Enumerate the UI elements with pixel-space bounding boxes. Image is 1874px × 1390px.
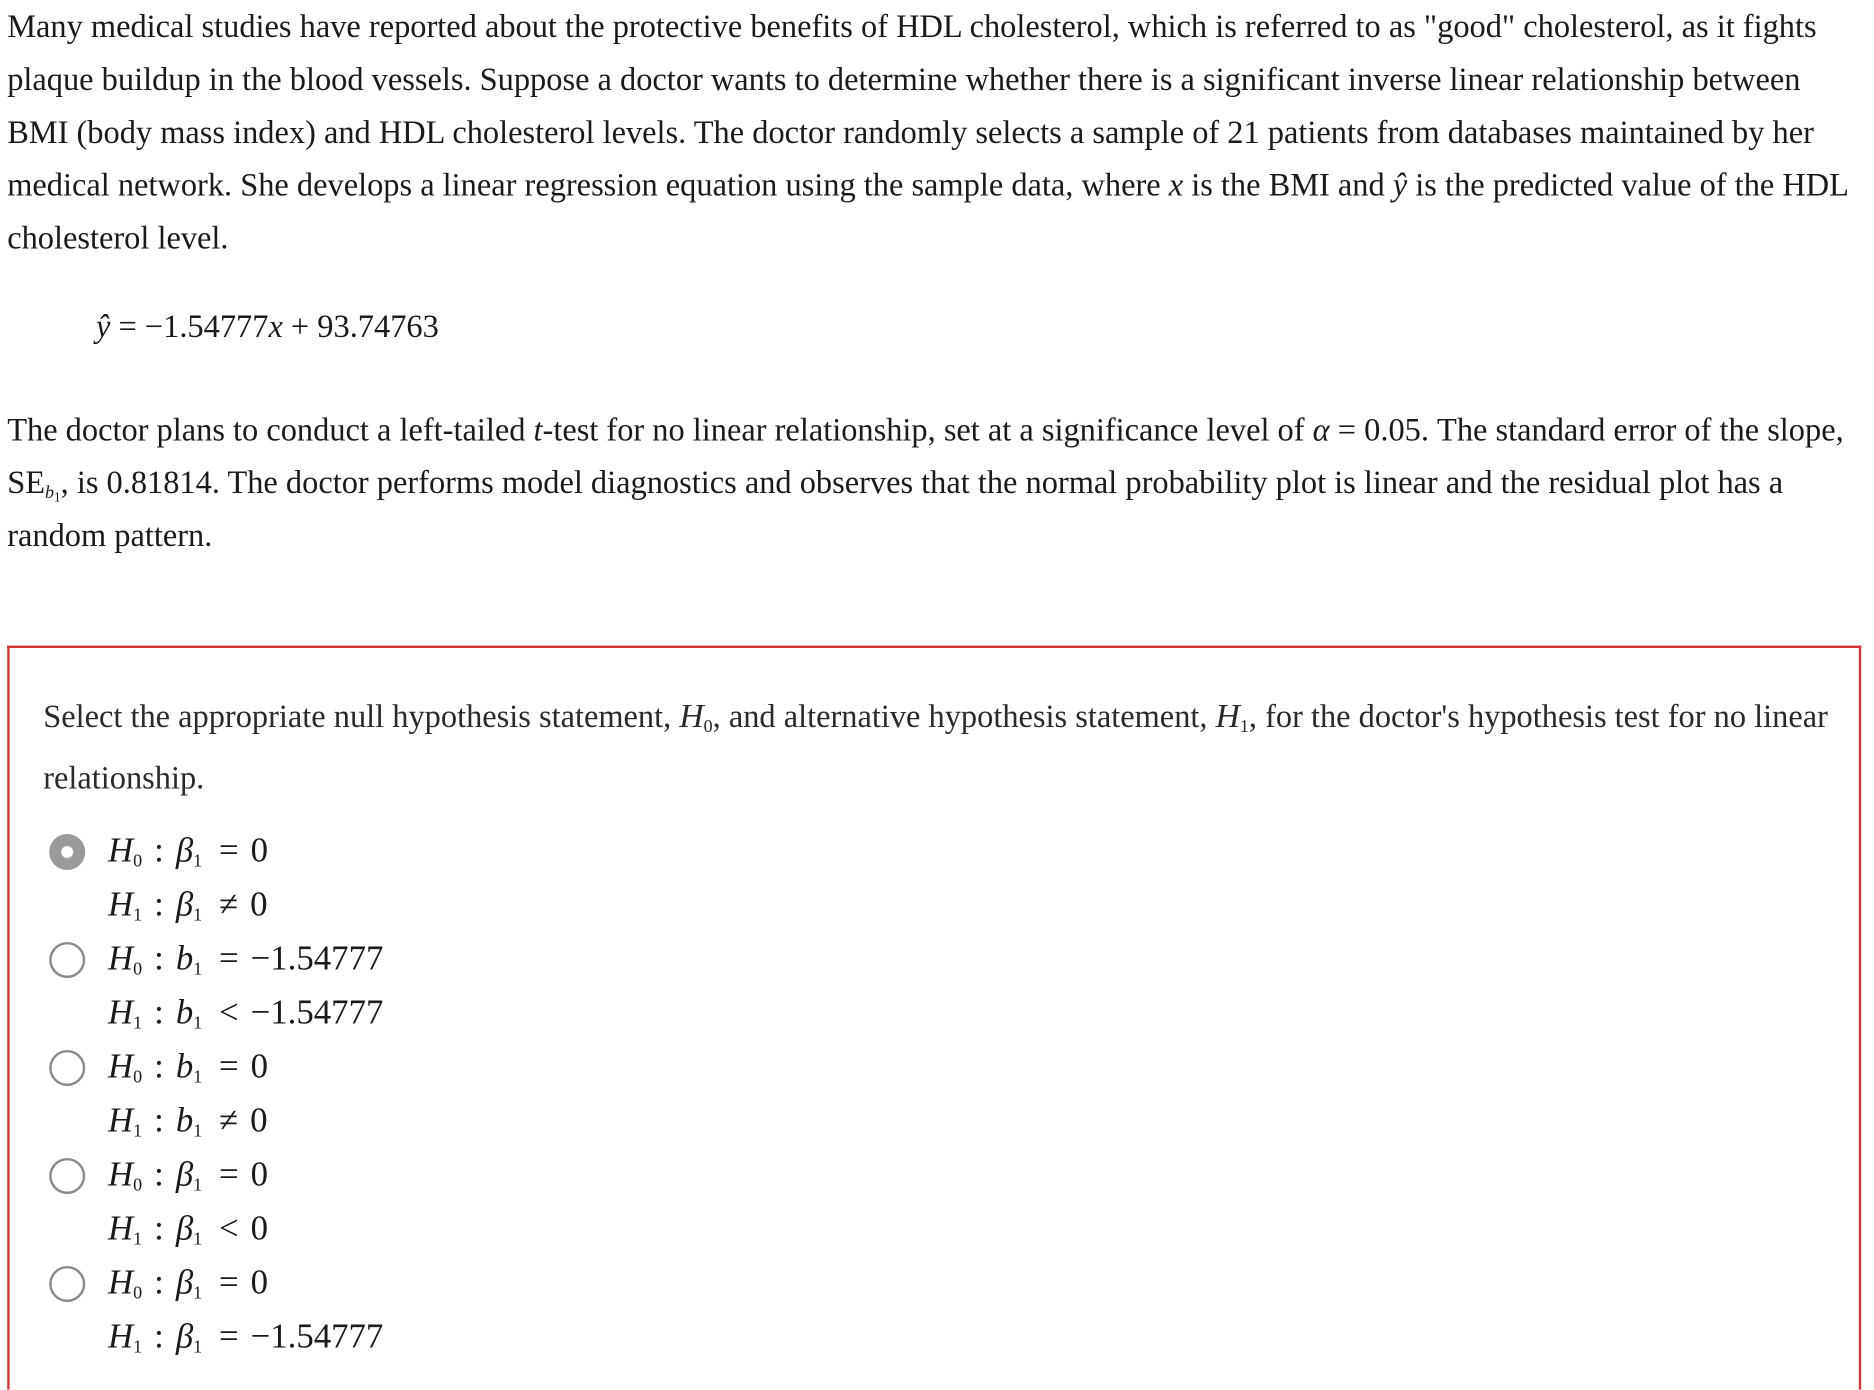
prompt-h1-sub: 1 (1239, 717, 1249, 737)
prompt-h0-sub: 0 (703, 717, 713, 737)
h-symbol: H (108, 1317, 134, 1356)
h-symbol: H (108, 831, 134, 871)
se-sub-b: b (45, 483, 55, 503)
param-sub: 1 (193, 1338, 203, 1358)
alternative-hypothesis (108, 1202, 268, 1255)
colon: : (154, 1263, 164, 1302)
test-description (0, 403, 1873, 561)
equation-slope: −1.54777 (144, 308, 269, 345)
answer-option-2[interactable] (10, 926, 1859, 1034)
h-index: 0 (133, 1284, 143, 1304)
param-sub: 1 (193, 1284, 203, 1304)
answer-options (10, 818, 1859, 1358)
relation: = (218, 1155, 239, 1194)
param-sub: 1 (193, 1014, 203, 1034)
param: b (175, 1047, 194, 1086)
param: β (175, 885, 194, 925)
answer-option-3[interactable] (10, 1034, 1859, 1142)
value: 0 (250, 1047, 269, 1086)
relation: < (218, 1209, 239, 1248)
equation-var: x (268, 308, 283, 345)
h-symbol: H (108, 1101, 134, 1140)
param-sub: 1 (193, 1122, 203, 1142)
answer-option-1[interactable] (10, 818, 1859, 926)
param: β (175, 1317, 194, 1356)
equation-lhs: ŷ (96, 308, 111, 345)
null-hypothesis (108, 1040, 268, 1093)
radio-button[interactable] (49, 1158, 85, 1194)
relation: ≠ (218, 885, 239, 925)
radio-button[interactable] (49, 1266, 85, 1302)
radio-button-selected[interactable] (49, 834, 85, 870)
para2-text-3: = 0.05. The standard error of the slope, SE (7, 411, 1844, 501)
alternative-hypothesis (108, 1094, 268, 1147)
relation: = (218, 1263, 239, 1302)
null-hypothesis (108, 1256, 268, 1309)
para2-text-2: -test for no linear relationship, set at a significance level of (542, 411, 1313, 448)
value: 0 (250, 831, 268, 871)
prompt-text-3: , for the doctor's hypothesis test for no linear relationship. (43, 698, 1828, 796)
value: −1.54777 (250, 1317, 384, 1356)
h-index: 1 (133, 1230, 143, 1250)
h-index: 0 (133, 960, 143, 980)
value: −1.54777 (250, 993, 384, 1032)
h-symbol: H (108, 1047, 134, 1086)
colon: : (154, 1155, 164, 1194)
regression-equation (96, 300, 1873, 353)
intro-text-3: is the predicted value of the HDL cholesterol level. (7, 166, 1848, 256)
answer-option-4[interactable] (10, 1142, 1859, 1250)
relation: ≠ (219, 1101, 239, 1140)
colon: : (154, 939, 164, 979)
prompt-h0: H (679, 698, 704, 736)
colon: : (154, 885, 164, 925)
param: β (175, 1155, 194, 1194)
relation: = (219, 1047, 239, 1086)
h-symbol: H (108, 939, 134, 979)
h-index: 1 (133, 1338, 143, 1358)
h-index: 0 (133, 852, 143, 872)
relation: = (218, 1317, 239, 1356)
radio-button[interactable] (49, 942, 85, 978)
null-hypothesis (108, 824, 268, 877)
null-hypothesis (108, 932, 383, 985)
question-panel (7, 646, 1861, 1390)
h-symbol: H (108, 1209, 134, 1248)
param: b (175, 993, 194, 1032)
param: b (175, 939, 194, 979)
colon: : (154, 1209, 164, 1248)
h-symbol: H (108, 885, 134, 925)
answer-option-5[interactable] (10, 1250, 1859, 1358)
colon: : (154, 1047, 164, 1086)
se-subscript (45, 483, 61, 506)
param-sub: 1 (193, 852, 203, 872)
param: β (175, 1263, 194, 1302)
colon: : (154, 1101, 164, 1140)
param: β (175, 1209, 194, 1248)
relation: = (218, 831, 239, 871)
para2-text-1: The doctor plans to conduct a left-tailed (7, 411, 534, 448)
h-symbol: H (108, 1155, 134, 1194)
param: b (175, 1101, 194, 1140)
value: 0 (250, 1101, 268, 1140)
prompt-h1: H (1215, 698, 1240, 736)
var-yhat: ŷ (1392, 166, 1408, 203)
para2-text-4: , is 0.81814. The doctor performs model diagnostics and observes that the normal probability plot is linear and the residual plot has a random pattern. (7, 464, 1784, 554)
colon: : (154, 831, 164, 871)
equation-plus: + (290, 308, 310, 345)
value: −1.54777 (250, 939, 384, 979)
param: β (175, 831, 194, 871)
prompt-text-2: , and alternative hypothesis statement, (712, 698, 1216, 735)
h-index: 0 (133, 1176, 143, 1196)
param-sub: 1 (193, 906, 203, 926)
value: 0 (250, 1263, 268, 1302)
question-prompt (43, 686, 1831, 808)
relation: < (219, 993, 239, 1032)
value: 0 (250, 1209, 268, 1248)
value: 0 (250, 885, 268, 925)
colon: : (154, 1317, 164, 1356)
param-sub: 1 (193, 1230, 203, 1250)
intro-text-1: Many medical studies have reported about the protective benefits of HDL cholesterol, which is referred to as "good" cholesterol, as it fights plaque buildup in the blood vessels. Suppose a doctor wants to determine whether there is a significant inverse linear relationship between BMI (body mass index) and HDL cholesterol levels. The doctor randomly selects a sample of 21 patients from databases maintained by her medical network. She develops a linear regression equation using the sample data, where (7, 8, 1817, 203)
h-symbol: H (108, 993, 134, 1032)
equation-intercept: 93.74763 (317, 308, 439, 345)
h-symbol: H (108, 1263, 134, 1302)
param-sub: 1 (193, 1068, 203, 1088)
alternative-hypothesis (108, 878, 267, 931)
prompt-text-1: Select the appropriate null hypothesis statement, (43, 698, 680, 735)
h-index: 1 (133, 1122, 143, 1142)
alpha-symbol: α (1312, 411, 1330, 448)
var-x: x (1168, 166, 1184, 203)
null-hypothesis (108, 1148, 268, 1201)
alternative-hypothesis (108, 986, 383, 1039)
h-index: 1 (133, 906, 143, 926)
relation: = (219, 939, 239, 979)
intro-text-2: is the BMI and (1183, 166, 1393, 203)
se-sub-1: 1 (54, 490, 61, 506)
equation-equals: = (118, 308, 137, 345)
param-sub: 1 (193, 1176, 203, 1196)
var-t: t (533, 411, 543, 448)
value: 0 (250, 1155, 268, 1194)
problem-intro (0, 0, 1873, 264)
colon: : (154, 993, 164, 1032)
h-index: 0 (133, 1068, 143, 1088)
radio-button[interactable] (49, 1050, 85, 1086)
h-index: 1 (133, 1014, 143, 1034)
param-sub: 1 (193, 960, 203, 980)
alternative-hypothesis (108, 1310, 383, 1363)
